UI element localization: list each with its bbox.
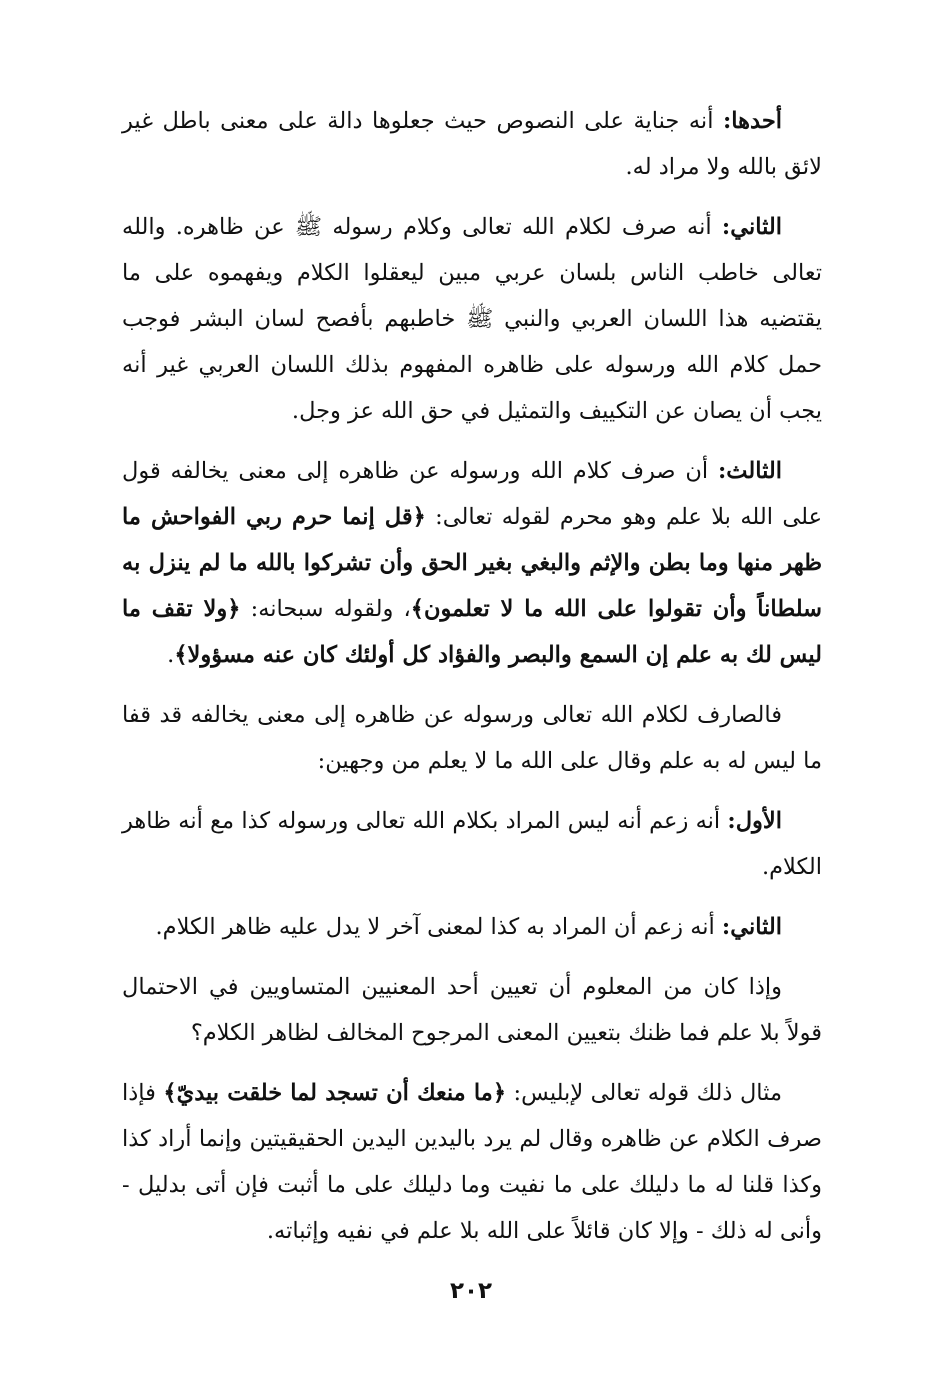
paragraph-aspect-one (122, 798, 822, 890)
paragraph-text: أنه جناية على النصوص حيث جعلوها دالة على معنى باطل غير لائق بالله ولا مراد له. (122, 108, 822, 180)
paragraph-lead: الأول: (727, 808, 782, 834)
paragraph-lead: الثاني: (721, 214, 782, 240)
paragraph-text: فإذا صرف الكلام عن ظاهره وقال لم يرد باليدين اليدين الحقيقيتين وإنما أراد كذا وكذا قلنا له ما دليلك على ما نفيت وما دليلك على ما أثبت فإن أتى بدليل - وأنى له ذلك - وإلا كان قائلاً على الله بلا علم في نفيه وإثباته. (122, 1080, 822, 1244)
paragraph-text: أنه زعم أن المراد به كذا لمعنى آخر لا يدل عليه ظاهر الكلام. (155, 914, 722, 940)
page-number: ٢٠٢ (449, 1278, 493, 1304)
paragraph-second-point (122, 204, 822, 434)
paragraph-text: ، ولقوله سبحانه: (240, 596, 411, 622)
page-body (122, 98, 822, 1268)
paragraph-question (122, 964, 822, 1056)
paragraph-third-point (122, 448, 822, 678)
paragraph-text: . (167, 642, 175, 668)
paragraph-lead: الثاني: (721, 914, 782, 940)
paragraph-lead: أحدها: (723, 108, 782, 134)
paragraph-text: أنه زعم أنه ليس المراد بكلام الله تعالى ورسوله كذا مع أنه ظاهر الكلام. (122, 808, 822, 880)
paragraph-lead: الثالث: (717, 458, 782, 484)
paragraph-text: أنه صرف لكلام الله تعالى وكلام رسوله ﷺ عن ظاهره. والله تعالى خاطب الناس بلسان عربي مبين ليعقلوا الكلام ويفهموه على ما يقتضيه هذا اللسان العربي والنبي ﷺ خاطبهم بأفصح لسان البشر فوجب حمل كلام الله ورسوله على ظاهره المفهوم بذلك اللسان العربي غير أنه يجب أن يصان عن التكييف والتمثيل في حق الله عز وجل. (122, 214, 822, 424)
paragraph-text: أن صرف كلام الله ورسوله عن ظاهره إلى معنى يخالفه قول على الله بلا علم وهو محرم لقوله تعالى: (122, 458, 822, 530)
quran-verse: ﴿ولا تقف ما ليس لك به علم إن السمع والبصر والفؤاد كل أولئك كان عنه مسؤولا﴾ (122, 596, 822, 668)
paragraph-example (122, 1070, 822, 1254)
paragraph-text: وإذا كان من المعلوم أن تعيين أحد المعنيين المتساويين في الاحتمال قولاً بلا علم فما ظنك بتعيين المعنى المرجوح المخالف لظاهر الكلام؟ (122, 974, 822, 1046)
paragraph-text: مثال ذلك قوله تعالى لإبليس: (506, 1080, 782, 1106)
paragraph-aspect-two (122, 904, 822, 950)
quran-verse: ﴿ما منعك أن تسجد لما خلقت بيديّ﴾ (163, 1080, 507, 1106)
quran-verse: ﴿قل إنما حرم ربي الفواحش ما ظهر منها وما بطن والإثم والبغي بغير الحق وأن تشركوا بالله ما لم ينزل به سلطاناً وأن تقولوا على الله ما لا تعلمون﴾ (122, 504, 823, 622)
paragraph-first-point (122, 98, 822, 190)
paragraph-conclusion (122, 692, 822, 784)
paragraph-text: فالصارف لكلام الله تعالى ورسوله عن ظاهره إلى معنى يخالفه قد قفا ما ليس له به علم وقال على الله ما لا يعلم من وجهين: (122, 702, 822, 774)
